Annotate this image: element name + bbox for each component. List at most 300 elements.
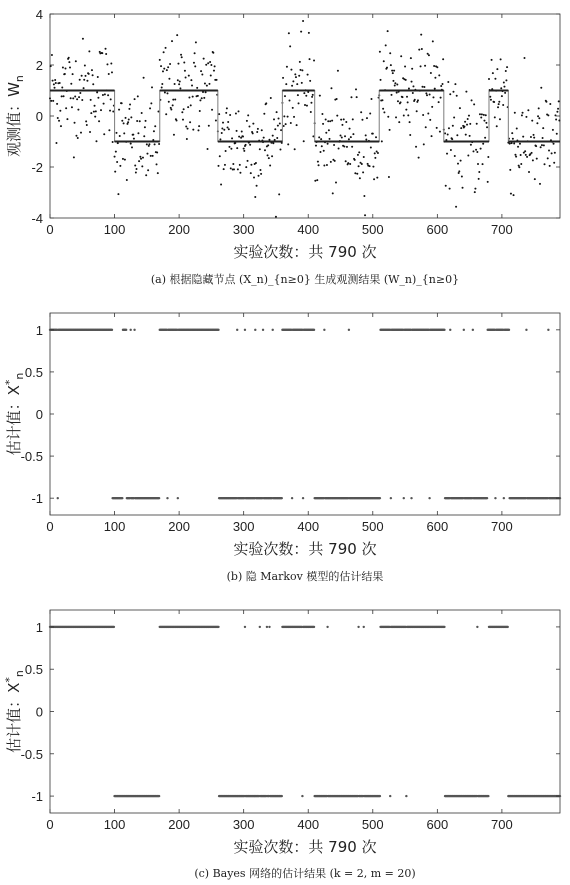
data-point <box>503 497 505 499</box>
x-tick-label: 600 <box>426 519 449 534</box>
data-point <box>434 77 436 79</box>
data-point <box>276 137 278 139</box>
data-point <box>347 162 349 164</box>
data-point <box>312 94 314 96</box>
data-point <box>463 126 465 128</box>
data-point <box>124 159 126 161</box>
data-point <box>183 108 185 110</box>
data-point <box>150 102 152 104</box>
data-point <box>156 152 158 154</box>
data-point <box>285 123 287 125</box>
data-point <box>381 99 383 101</box>
data-point <box>308 32 310 34</box>
data-point <box>387 116 389 118</box>
data-point <box>152 155 154 157</box>
y-tick-label: -0.5 <box>20 449 43 465</box>
data-point <box>350 136 352 138</box>
data-point <box>498 103 500 105</box>
data-point <box>369 165 371 167</box>
data-point <box>56 103 58 105</box>
data-point <box>280 129 282 131</box>
data-point <box>492 72 494 74</box>
data-point <box>223 129 225 131</box>
data-point <box>524 150 526 152</box>
data-point <box>274 128 276 130</box>
data-point <box>245 166 247 168</box>
data-point <box>217 329 219 331</box>
data-point <box>356 173 358 175</box>
data-point <box>239 164 241 166</box>
data-point <box>388 176 390 178</box>
data-point <box>363 195 365 197</box>
data-point <box>391 94 393 96</box>
data-point <box>346 146 348 148</box>
data-point <box>405 795 407 797</box>
data-point <box>331 120 333 122</box>
data-point <box>491 59 493 61</box>
data-point <box>511 132 513 134</box>
data-point <box>243 150 245 152</box>
data-point <box>276 111 278 113</box>
data-point <box>55 82 57 84</box>
data-point <box>336 98 338 100</box>
data-point <box>460 127 462 129</box>
data-point <box>63 95 65 97</box>
data-point <box>323 165 325 167</box>
data-point <box>103 103 105 105</box>
data-point <box>370 146 372 148</box>
state-line <box>50 91 560 142</box>
data-point <box>365 138 367 140</box>
data-point <box>440 85 442 87</box>
y-tick-label: -1 <box>31 491 43 507</box>
data-point <box>283 115 285 117</box>
data-point <box>522 136 524 138</box>
data-point <box>542 127 544 129</box>
data-point <box>54 87 56 89</box>
data-point <box>282 77 284 79</box>
data-point <box>289 99 291 101</box>
data-point <box>206 85 208 87</box>
data-point <box>97 76 99 78</box>
data-point <box>525 329 527 331</box>
data-point <box>473 103 475 105</box>
data-point <box>458 172 460 174</box>
data-point <box>343 118 345 120</box>
x-tick-label: 300 <box>232 519 255 534</box>
data-point <box>463 329 465 331</box>
data-point <box>64 73 66 75</box>
data-point <box>452 91 454 93</box>
plot-frame <box>50 610 560 813</box>
data-point <box>314 180 316 182</box>
data-point <box>497 106 499 108</box>
data-point <box>60 125 62 127</box>
data-point <box>500 87 502 89</box>
data-point <box>59 110 61 112</box>
data-point <box>313 59 315 61</box>
data-point <box>201 97 203 99</box>
y-tick-label: 1 <box>35 619 43 635</box>
data-point <box>137 95 139 97</box>
data-point <box>506 66 508 68</box>
data-point <box>443 626 445 628</box>
data-point <box>482 143 484 145</box>
plot-frame <box>50 14 560 218</box>
data-point <box>231 137 233 139</box>
data-point <box>244 626 246 628</box>
data-point <box>203 58 205 60</box>
data-point <box>340 119 342 121</box>
data-point <box>549 103 551 105</box>
data-point <box>156 163 158 165</box>
x-tick-label: 0 <box>46 519 54 534</box>
data-point <box>477 163 479 165</box>
data-point <box>405 79 407 81</box>
data-point <box>386 67 388 69</box>
data-points <box>49 329 561 500</box>
data-point <box>427 112 429 114</box>
data-point <box>174 98 176 100</box>
data-point <box>390 64 392 66</box>
data-point <box>452 125 454 127</box>
data-point <box>318 164 320 166</box>
data-point <box>516 127 518 129</box>
data-point <box>448 127 450 129</box>
data-point <box>294 73 296 75</box>
data-point <box>178 83 180 85</box>
data-point <box>432 96 434 98</box>
data-point <box>536 122 538 124</box>
data-point <box>428 497 430 499</box>
data-point <box>302 20 304 22</box>
data-point <box>288 32 290 34</box>
data-point <box>181 111 183 113</box>
panel-caption: (b) 隐 Markov 模型的估计结果 <box>226 570 384 583</box>
data-point <box>291 85 293 87</box>
data-point <box>533 137 535 139</box>
data-point <box>127 121 129 123</box>
x-tick-label: 500 <box>361 519 384 534</box>
data-point <box>161 83 163 85</box>
data-point <box>233 168 235 170</box>
data-point <box>259 148 261 150</box>
data-point <box>327 120 329 122</box>
data-point <box>348 329 350 331</box>
data-point <box>128 108 130 110</box>
x-axis-label: 实验次数：共 790 次 <box>233 540 377 558</box>
ticks <box>21 313 560 534</box>
data-point <box>149 107 151 109</box>
data-point <box>250 164 252 166</box>
data-point <box>257 128 259 130</box>
data-point <box>147 169 149 171</box>
data-point <box>481 113 483 115</box>
data-point <box>309 80 311 82</box>
data-point <box>114 171 116 173</box>
data-point <box>338 148 340 150</box>
data-point <box>51 54 53 56</box>
data-point <box>162 70 164 72</box>
data-point <box>464 121 466 123</box>
data-point <box>108 73 110 75</box>
data-point <box>168 78 170 80</box>
data-point <box>266 626 268 628</box>
data-point <box>52 100 54 102</box>
data-point <box>545 101 547 103</box>
data-point <box>158 497 160 499</box>
data-point <box>64 68 66 70</box>
x-tick-label: 300 <box>232 817 255 832</box>
data-point <box>484 137 486 139</box>
data-point <box>555 118 557 120</box>
data-point <box>98 120 100 122</box>
data-point <box>160 65 162 67</box>
data-point <box>447 134 449 136</box>
data-point <box>240 137 242 139</box>
data-point <box>243 148 245 150</box>
data-point <box>367 163 369 165</box>
data-point <box>476 626 478 628</box>
data-point <box>250 172 252 174</box>
data-point <box>296 124 298 126</box>
data-point <box>515 156 517 158</box>
data-point <box>298 102 300 104</box>
data-point <box>203 97 205 99</box>
data-point <box>199 110 201 112</box>
data-point <box>480 117 482 119</box>
data-point <box>126 179 128 181</box>
data-point <box>483 120 485 122</box>
data-point <box>273 118 275 120</box>
data-point <box>121 102 123 104</box>
data-point <box>161 87 163 89</box>
data-point <box>457 163 459 165</box>
data-point <box>447 81 449 83</box>
data-point <box>304 104 306 106</box>
data-point <box>151 86 153 88</box>
data-point <box>476 151 478 153</box>
data-point <box>411 81 413 83</box>
data-point <box>220 184 222 186</box>
data-point <box>271 155 273 157</box>
data-point <box>195 41 197 43</box>
data-point <box>115 151 117 153</box>
data-point <box>385 44 387 46</box>
data-point <box>84 64 86 66</box>
data-point <box>224 164 226 166</box>
data-point <box>462 187 464 189</box>
data-point <box>364 214 366 216</box>
data-point <box>354 172 356 174</box>
data-point <box>258 175 260 177</box>
data-point <box>292 107 294 109</box>
data-point <box>86 80 88 82</box>
data-point <box>205 64 207 66</box>
data-point <box>454 83 456 85</box>
data-point <box>541 144 543 146</box>
panel-b <box>3 313 561 583</box>
data-point <box>439 131 441 133</box>
data-point <box>272 135 274 137</box>
data-point <box>421 48 423 50</box>
data-point <box>166 497 168 499</box>
data-point <box>268 139 270 141</box>
data-point <box>431 135 433 137</box>
data-point <box>182 119 184 121</box>
data-point <box>369 113 371 115</box>
data-point <box>121 497 123 499</box>
data-point <box>380 79 382 81</box>
data-point <box>373 178 375 180</box>
data-point <box>221 132 223 134</box>
data-point <box>55 142 57 144</box>
data-point <box>260 173 262 175</box>
data-point <box>216 79 218 81</box>
data-point <box>292 80 294 82</box>
data-point <box>173 134 175 136</box>
data-point <box>387 30 389 32</box>
data-point <box>146 153 148 155</box>
data-point <box>83 87 85 89</box>
data-point <box>538 107 540 109</box>
data-point <box>442 83 444 85</box>
data-point <box>468 115 470 117</box>
data-point <box>396 92 398 94</box>
data-point <box>449 329 451 331</box>
data-point <box>125 117 127 119</box>
data-point <box>382 108 384 110</box>
data-point <box>145 120 147 122</box>
data-point <box>230 167 232 169</box>
data-point <box>239 172 241 174</box>
data-point <box>72 73 74 75</box>
data-point <box>465 91 467 93</box>
y-tick-label: 2 <box>35 58 43 73</box>
data-point <box>85 120 87 122</box>
data-point <box>374 152 376 154</box>
data-point <box>79 92 81 94</box>
data-point <box>485 114 487 116</box>
data-point <box>77 137 79 139</box>
data-point <box>70 97 72 99</box>
data-point <box>301 795 303 797</box>
data-point <box>267 144 269 146</box>
data-point <box>501 95 503 97</box>
data-point <box>409 134 411 136</box>
data-point <box>118 109 120 111</box>
data-points <box>49 626 561 798</box>
data-point <box>92 74 94 76</box>
data-point <box>284 95 286 97</box>
data-point <box>68 57 70 59</box>
data-point <box>210 64 212 66</box>
data-point <box>540 146 542 148</box>
data-point <box>332 192 334 194</box>
data-point <box>262 329 264 331</box>
data-point <box>125 329 127 331</box>
data-point <box>412 85 414 87</box>
x-tick-label: 100 <box>103 817 126 832</box>
data-point <box>235 113 237 115</box>
data-point <box>414 99 416 101</box>
data-point <box>375 136 377 138</box>
data-point <box>460 160 462 162</box>
data-point <box>184 70 186 72</box>
data-point <box>496 68 498 70</box>
data-point <box>179 80 181 82</box>
data-point <box>208 125 210 127</box>
data-point <box>340 134 342 136</box>
data-point <box>556 133 558 135</box>
data-point <box>75 135 77 137</box>
data-point <box>409 121 411 123</box>
data-point <box>80 132 82 134</box>
y-tick-label: -1 <box>31 789 43 805</box>
data-point <box>210 75 212 77</box>
data-point <box>480 148 482 150</box>
data-point <box>290 122 292 124</box>
data-point <box>521 114 523 116</box>
data-point <box>252 132 254 134</box>
data-point <box>337 70 339 72</box>
data-point <box>154 125 156 127</box>
data-point <box>508 329 510 331</box>
data-point <box>197 129 199 131</box>
data-point <box>290 69 292 71</box>
data-point <box>232 163 234 165</box>
data-point <box>361 119 363 121</box>
data-point <box>539 183 541 185</box>
data-point <box>383 111 385 113</box>
data-point <box>104 93 106 95</box>
data-point <box>268 157 270 159</box>
data-point <box>219 155 221 157</box>
data-point <box>404 66 406 68</box>
data-point <box>438 74 440 76</box>
data-point <box>490 99 492 101</box>
data-point <box>287 143 289 145</box>
data-point <box>219 138 221 140</box>
data-point <box>117 193 119 195</box>
data-point <box>306 105 308 107</box>
data-point <box>392 72 394 74</box>
data-point <box>77 109 79 111</box>
data-point <box>187 128 189 130</box>
data-point <box>285 83 287 85</box>
data-point <box>59 82 61 84</box>
data-point <box>123 132 125 134</box>
data-point <box>359 177 361 179</box>
x-tick-label: 600 <box>426 222 449 237</box>
data-point <box>428 54 430 56</box>
data-point <box>133 329 135 331</box>
data-point <box>287 116 289 118</box>
data-point <box>389 795 391 797</box>
data-point <box>523 57 525 59</box>
data-point <box>186 138 188 140</box>
data-point <box>167 66 169 68</box>
data-point <box>398 121 400 123</box>
data-point <box>100 109 102 111</box>
data-point <box>379 497 381 499</box>
data-point <box>423 86 425 88</box>
data-point <box>95 110 97 112</box>
data-point <box>330 87 332 89</box>
data-point <box>227 121 229 123</box>
data-point <box>236 329 238 331</box>
data-point <box>163 51 165 53</box>
